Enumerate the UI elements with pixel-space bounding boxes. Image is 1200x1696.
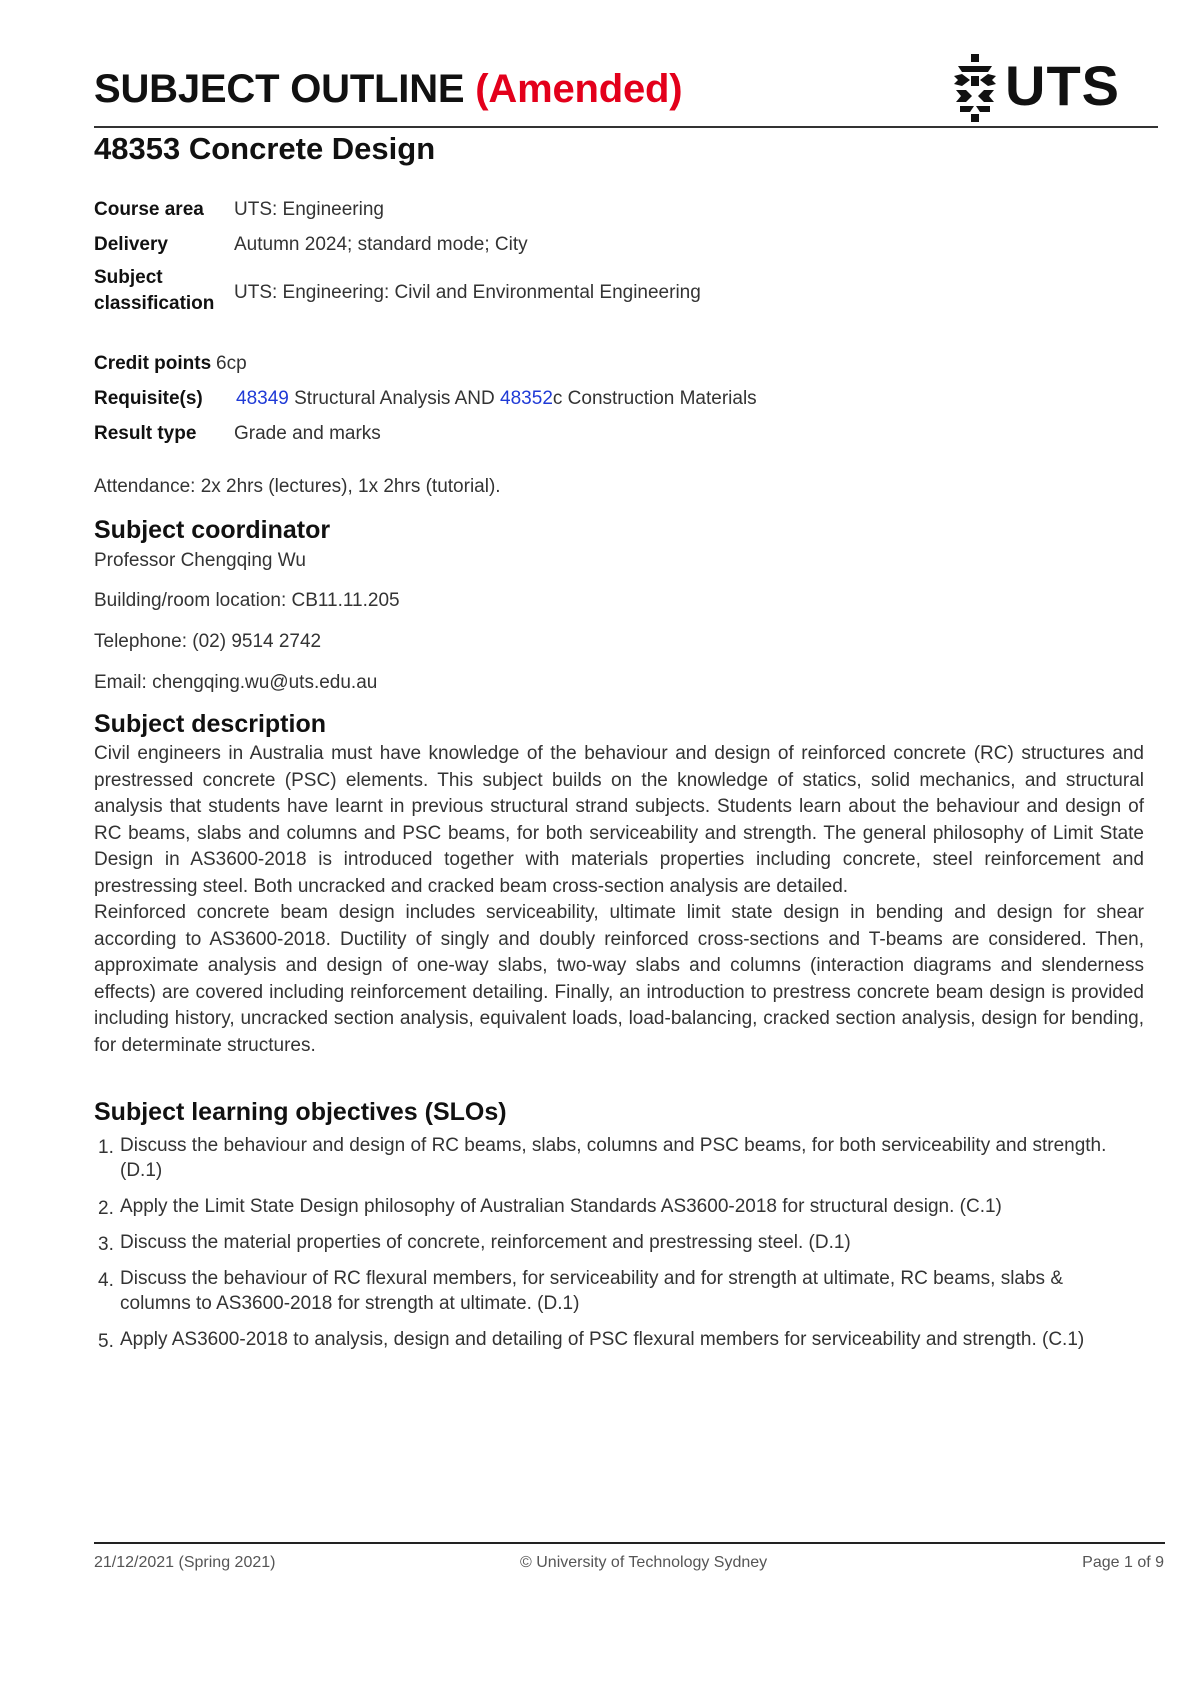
footer-page-number: Page 1 of 9	[1082, 1554, 1164, 1571]
classification-label-line1: Subject	[94, 267, 163, 288]
description-heading: Subject description	[94, 710, 326, 738]
delivery-label: Delivery	[94, 234, 168, 255]
amended-label: (Amended)	[475, 67, 683, 111]
list-item-number: 2.	[98, 1198, 114, 1219]
objectives-list	[94, 1133, 1114, 1363]
description-paragraph-1: Civil engineers in Australia must have knowledge of the behaviour and design of reinforced concrete (RC) structures and prestressed concrete (PSC) elements. This subject builds on the knowledge of statics, solid mechanics, and structural analysis that students have learnt in previous structural strand subjects. Students learn about the behaviour and design of RC beams, slabs and columns and PSC beams, for both serviceability and strength. The general philosophy of Limit State Design in AS3600-2018 is introduced together with materials properties including concrete, steel reinforcement and prestressing steel. Both uncracked and cracked beam cross-section analysis are detailed.	[94, 743, 1144, 897]
requisites-label: Requisite(s)	[94, 388, 203, 409]
coordinator-room: Building/room location: CB11.11.205	[94, 590, 400, 611]
result-type-value: Grade and marks	[234, 423, 381, 444]
list-item-text: Apply the Limit State Design philosophy of Australian Standards AS3600-2018 for structural design. (C.1)	[120, 1196, 1002, 1217]
course-area-value: UTS: Engineering	[234, 199, 384, 220]
coordinator-name: Professor Chengqing Wu	[94, 550, 306, 571]
course-area-label: Course area	[94, 199, 204, 220]
requisite-text-2: c Construction Materials	[552, 388, 757, 409]
list-item-number: 1.	[98, 1137, 114, 1158]
list-item-text: Discuss the material properties of concrete, reinforcement and prestressing steel. (D.1)	[120, 1232, 851, 1253]
requisite-text-1: Structural Analysis AND	[288, 388, 501, 409]
list-item	[94, 1230, 1114, 1255]
subject-title: 48353 Concrete Design	[94, 131, 436, 166]
requisite-link-48352[interactable]: 48352	[500, 388, 553, 409]
description-paragraph-2: Reinforced concrete beam design includes serviceability, ultimate limit state design in bending and design for shear according to AS3600-2018. Ductility of singly and doubly reinforced cross-sections and T-beams are considered. Then, approximate analysis and design of one-way slabs, two-way slabs and columns (interaction diagrams and slenderness effects) are covered including reinforcement detailing. Finally, an introduction to prestress concrete beam design is provided including history, uncracked section analysis, equivalent loads, load-balancing, cracked section analysis, design for bending, for determinate structures.	[94, 902, 1144, 1056]
delivery-value: Autumn 2024; standard mode; City	[234, 234, 528, 255]
list-item-number: 5.	[98, 1331, 114, 1352]
classification-label-line2: classification	[94, 293, 215, 314]
uts-logo	[950, 52, 1118, 124]
logo-text: UTS	[1005, 54, 1120, 117]
attendance-text: Attendance: 2x 2hrs (lectures), 1x 2hrs (tutorial).	[94, 476, 501, 497]
list-item	[94, 1194, 1114, 1219]
coordinator-email: Email: chengqing.wu@uts.edu.au	[94, 672, 378, 693]
credit-points-value: 6cp	[216, 353, 247, 374]
list-item-number: 3.	[98, 1234, 114, 1255]
footer-copyright: © University of Technology Sydney	[520, 1554, 768, 1571]
requisite-link-48349[interactable]: 48349	[236, 388, 289, 409]
list-item-text: Discuss the behaviour of RC flexural members, for serviceability and for strength at ultimate, RC beams, slabs & columns to AS3600-2018 for strength at ultimate. (D.1)	[120, 1268, 1063, 1314]
list-item-text: Apply AS3600-2018 to analysis, design and detailing of PSC flexural members for serviceability and strength. (C.1)	[120, 1329, 1085, 1350]
list-item-number: 4.	[98, 1270, 114, 1291]
requisites-value	[236, 386, 757, 412]
result-type-label: Result type	[94, 423, 197, 444]
coordinator-phone: Telephone: (02) 9514 2742	[94, 631, 322, 652]
objectives-heading: Subject learning objectives (SLOs)	[94, 1098, 507, 1126]
uts-emblem-icon	[950, 52, 1000, 124]
list-item	[94, 1266, 1114, 1316]
header-divider	[94, 126, 1158, 128]
classification-value: UTS: Engineering: Civil and Environmental Engineering	[234, 282, 701, 303]
list-item	[94, 1133, 1114, 1183]
footer-date: 21/12/2021 (Spring 2021)	[94, 1554, 276, 1571]
title-text: SUBJECT OUTLINE	[94, 67, 465, 111]
page-title	[94, 66, 682, 112]
description-body	[94, 741, 1144, 1059]
coordinator-heading: Subject coordinator	[94, 516, 331, 544]
list-item-text: Discuss the behaviour and design of RC beams, slabs, columns and PSC beams, for both serviceability and strength. (D.1)	[120, 1135, 1107, 1181]
credit-points-label: Credit points	[94, 353, 212, 374]
footer-divider	[94, 1542, 1165, 1544]
list-item	[94, 1327, 1114, 1352]
